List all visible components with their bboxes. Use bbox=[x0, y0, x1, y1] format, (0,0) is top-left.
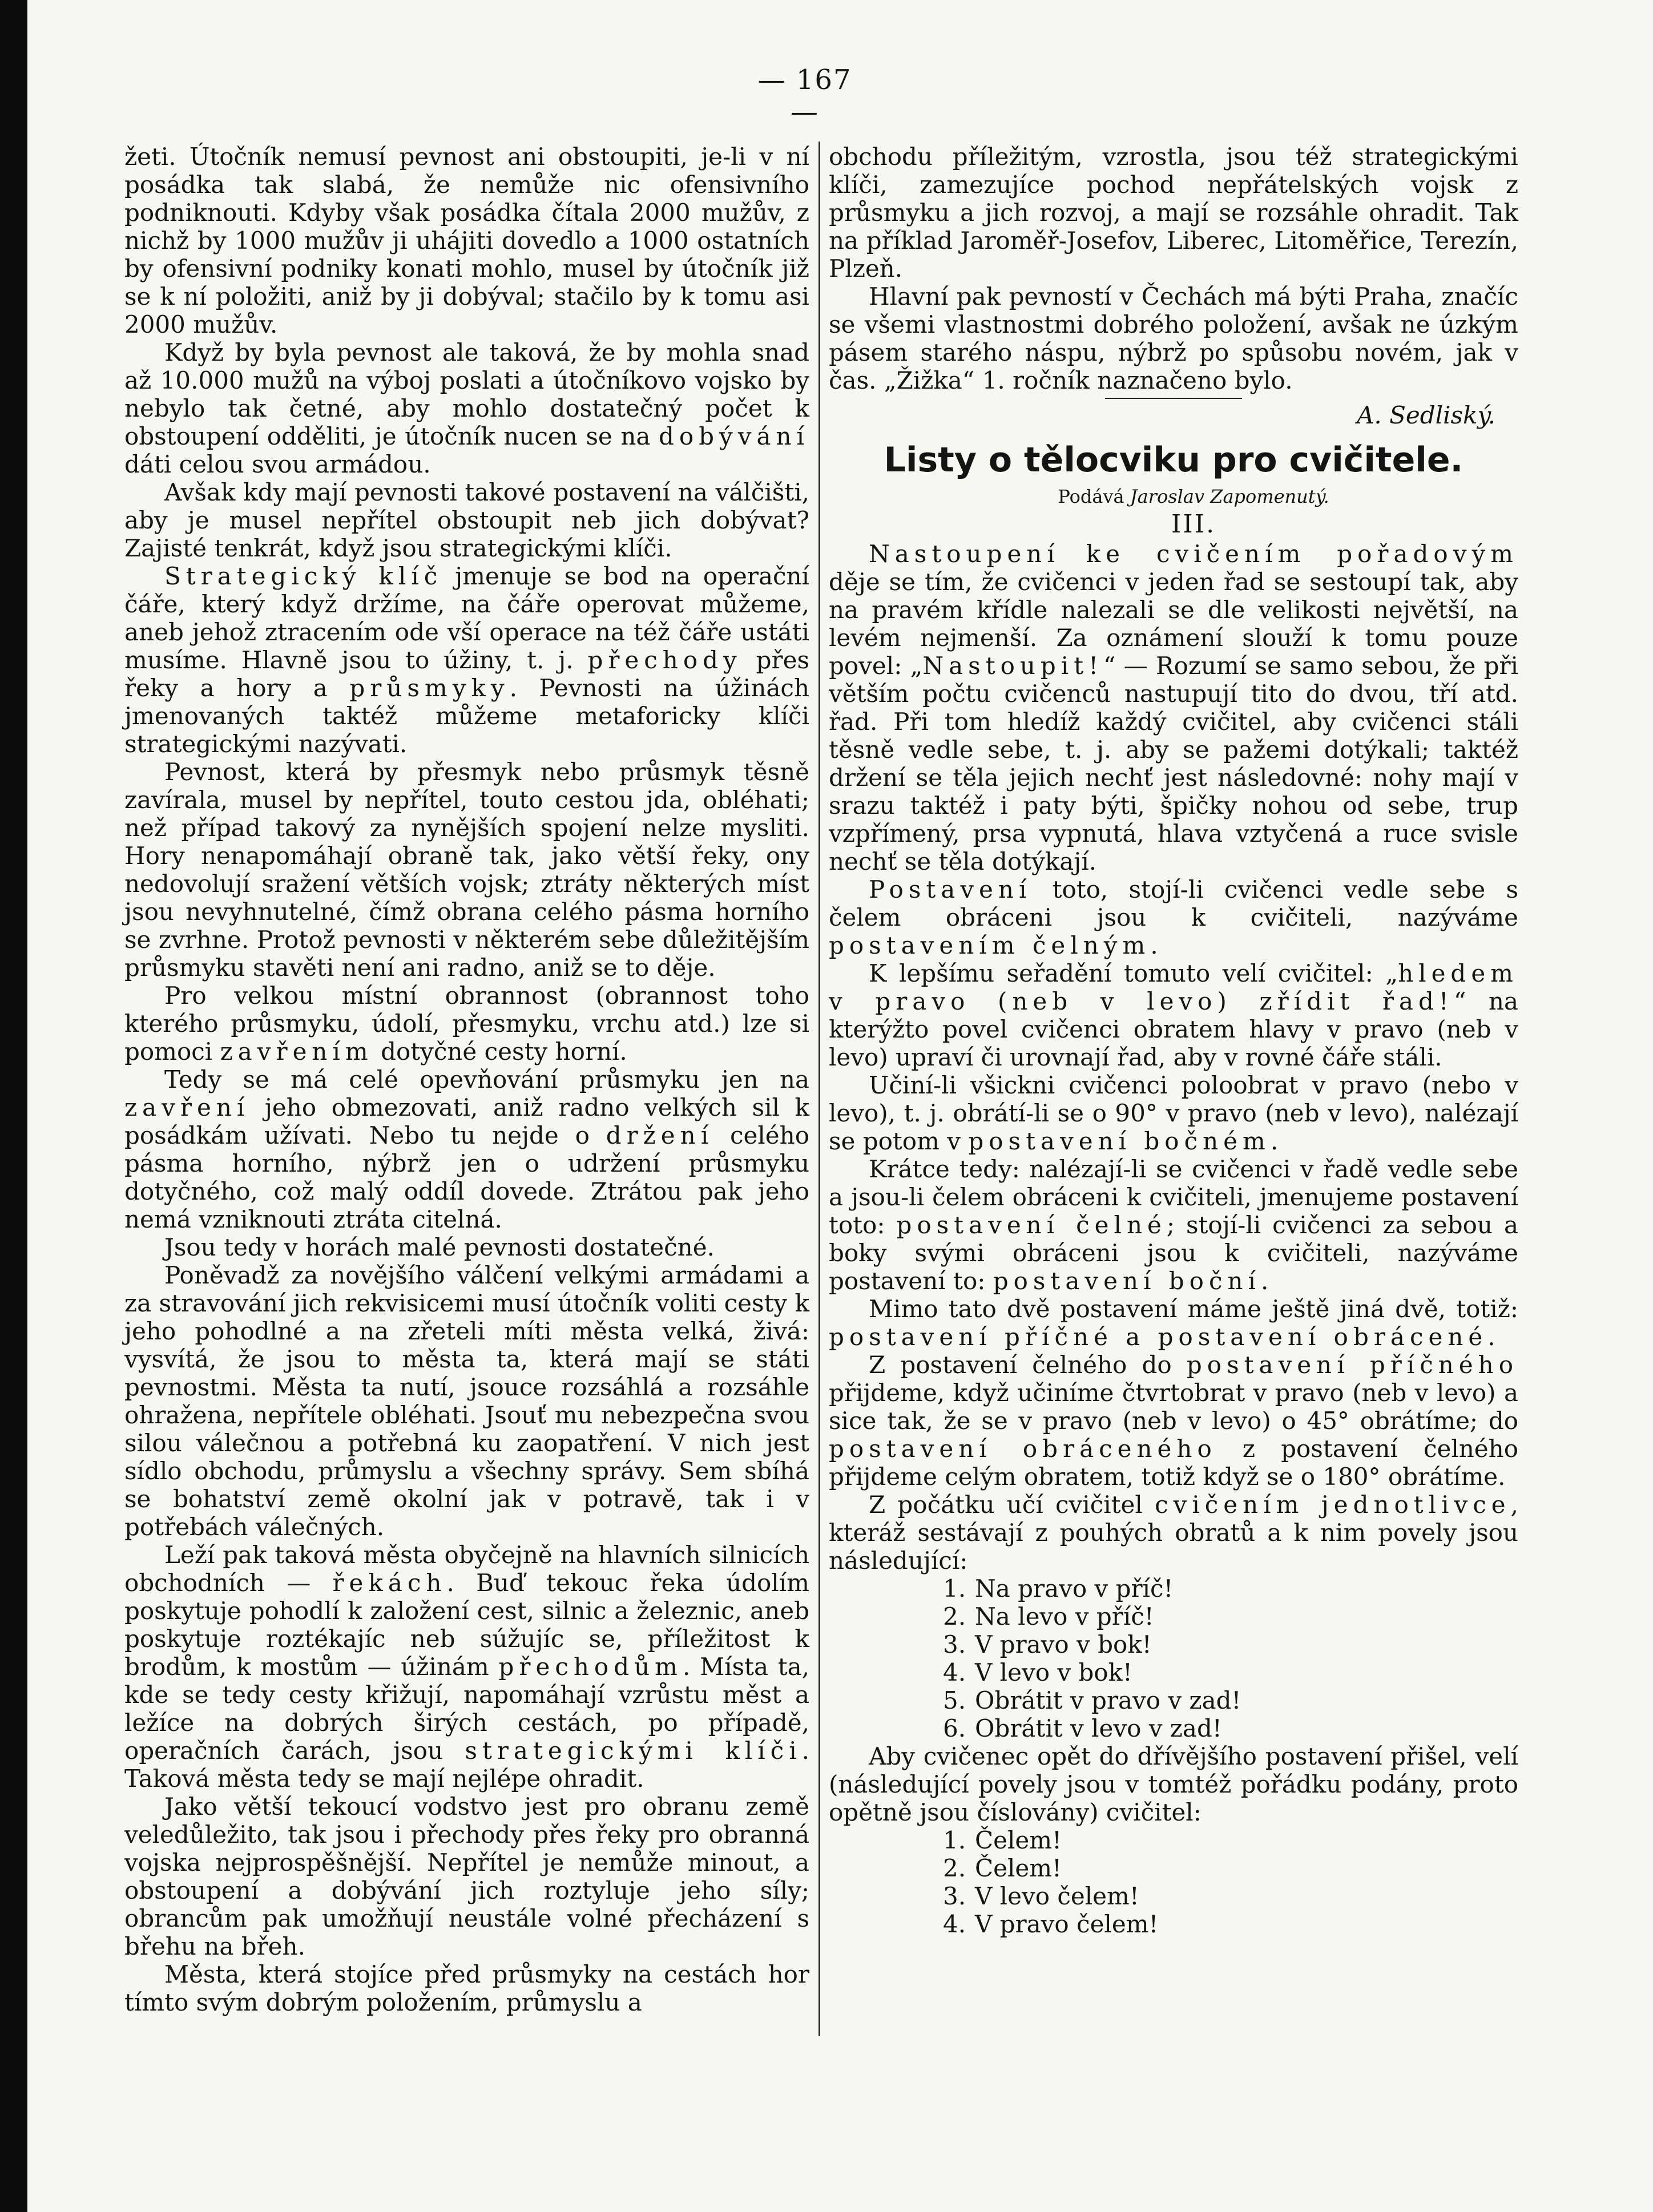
command-number: 2. bbox=[943, 1603, 966, 1630]
text-run: Z počátku učí cvičitel bbox=[869, 1491, 1155, 1519]
text-run: Z postavení čelného do bbox=[869, 1351, 1187, 1379]
spaced-emphasis: strategickými klíči bbox=[465, 1737, 802, 1765]
spaced-emphasis: přechodům bbox=[498, 1653, 683, 1681]
paragraph bbox=[124, 562, 809, 758]
text-run: Krátce tedy: nalézají-li se cvičenci v řadě vedle sebe a jsou-li čelem obráceni k cvičiteli, jmenujeme postavení toto: bbox=[829, 1155, 1518, 1239]
text-run: . bbox=[1260, 1267, 1269, 1295]
text-run: jmenuje se bod na operační čáře, který když držíme, na čáře operovat můžeme, aneb jehož ztracením ode vší operace na též čáře ustáti musíme. Hlavně jsou to úžiny, t. j. bbox=[124, 562, 809, 674]
article-part-number: III. bbox=[1171, 510, 1216, 539]
article-byline bbox=[829, 484, 1518, 509]
return-command-list bbox=[829, 1826, 1518, 1938]
right-column bbox=[829, 143, 1518, 1938]
text-run: děje se tím, že cvičenci v jeden řad se sestoupí tak, aby na pravém křídle nalezali se dle velikosti největší, na levém nejmenší. Za oznámení slouží k tomu pouze povel: „ bbox=[829, 568, 1518, 680]
command-text: Čelem! bbox=[975, 1826, 1062, 1854]
text-run: Když by byla pevnost ale taková, že by mohla snad až 10.000 mužů na výboj poslati a útočníkovo vojsko by nebylo tak četné, aby mohlo dostatečný počet k obstoupení odděliti, je útočník nucen se na bbox=[124, 338, 809, 450]
command-item bbox=[943, 1575, 1518, 1603]
right-paragraphs bbox=[829, 540, 1518, 1575]
paragraph bbox=[829, 1491, 1518, 1575]
command-item bbox=[943, 1826, 1518, 1854]
spaced-emphasis: postavení obráceného bbox=[829, 1435, 1217, 1463]
scan-edge bbox=[0, 0, 27, 2212]
paragraph bbox=[124, 758, 809, 982]
spaced-emphasis: Nastoupení bbox=[869, 540, 1060, 568]
command-number: 3. bbox=[943, 1882, 966, 1910]
paragraph bbox=[829, 1071, 1518, 1155]
spaced-emphasis: postavení čelné bbox=[896, 1211, 1167, 1239]
command-text: Na pravo v příč! bbox=[975, 1575, 1174, 1603]
spaced-emphasis: průsmyky bbox=[349, 674, 510, 702]
command-item bbox=[943, 1658, 1518, 1686]
spaced-emphasis: hledem v pravo (neb v levo) zřídit řad! bbox=[829, 959, 1518, 1015]
paragraph bbox=[124, 478, 809, 562]
page-number: — 167 — bbox=[757, 64, 852, 128]
paragraph bbox=[124, 982, 809, 1065]
text-run: Aby cvičenec opět do dřívějšího postavení přišel, velí (následující povely jsou v tomtéž pořádku podány, proto opětně jsou číslovány) cvičitel: bbox=[829, 1742, 1518, 1826]
byline-author: Jaroslav Zapomenutý. bbox=[1130, 486, 1329, 507]
paragraph bbox=[124, 1233, 809, 1261]
text-run: , kteráž sestávají z pouhých obratů a k nim povely jsou následující: bbox=[829, 1491, 1518, 1575]
paragraph bbox=[124, 143, 809, 338]
paragraph bbox=[124, 1541, 809, 1793]
left-column bbox=[124, 143, 809, 2016]
spaced-emphasis: držení bbox=[606, 1121, 714, 1149]
command-text: Obrátit v levo v zad! bbox=[975, 1714, 1222, 1742]
command-text: Čelem! bbox=[975, 1854, 1062, 1882]
command-text: Obrátit v pravo v zad! bbox=[975, 1686, 1241, 1714]
command-text: V levo čelem! bbox=[975, 1882, 1139, 1910]
signature-rule bbox=[1105, 398, 1242, 399]
paragraph bbox=[124, 338, 809, 478]
spaced-emphasis: přechody bbox=[587, 646, 742, 674]
paragraph bbox=[124, 1261, 809, 1541]
text-run: ; stojí-li cvičenci za sebou a boky svými obráceni jsou k cvičiteli, nazýváme postavení to: bbox=[829, 1211, 1518, 1295]
spaced-emphasis: postavení příčného bbox=[1186, 1351, 1518, 1379]
text-run: žeti. Útočník nemusí pevnost ani obstoupiti, je-li v ní posádka tak slabá, že nemůže nic ofensivního podniknouti. Kdyby však posádka čítala 2000 mužův, z nichž by 1000 mužův ji uhájiti dovedlo a 1000 ostatních by ofensivní podniky konati mohlo, musel by útočník již se k ní položiti, aniž by ji dobýval; stačilo by k tomu asi 2000 mužův. bbox=[124, 143, 809, 338]
column-divider bbox=[819, 142, 820, 2036]
text-run: Města, která stojíce před průsmyky na cestách hor tímto svým dobrým položením, průmyslu a bbox=[124, 1960, 809, 2016]
command-list bbox=[829, 1575, 1518, 1742]
command-number: 3. bbox=[943, 1630, 966, 1658]
command-text: V levo v bok! bbox=[975, 1658, 1132, 1686]
spaced-emphasis: Postavení bbox=[869, 875, 1032, 903]
spaced-emphasis: cvičením jednotlivce bbox=[1155, 1491, 1511, 1519]
text-run: přes řeky a hory a bbox=[124, 646, 809, 702]
text-run: Jsou tedy v horách malé pevnosti dostatečné. bbox=[164, 1233, 715, 1261]
command-number: 1. bbox=[943, 1575, 966, 1603]
command-item bbox=[943, 1714, 1518, 1742]
spaced-emphasis: dobývání bbox=[658, 422, 809, 450]
command-number: 5. bbox=[943, 1686, 966, 1714]
paragraph bbox=[829, 540, 1518, 875]
text-run: “ — Rozumí se samo sebou, že při větším počtu cvičenců nastupují tito do dvou, tří atd. řad. Při tom hledíž každý cvičitel, aby cvičenci stáli těsně vedle sebe, t. j. aby se pažemi dotýkali; taktéž držení se těla jejich nechť jest následovné: nohy mají v srazu taktéž i paty býti, špičky nohou od sebe, trup vzpřímený, prsa vypnutá, hlava vztyčená a ruce svisle nechť se těla dotýkají. bbox=[829, 652, 1518, 875]
right-intro-paragraphs bbox=[829, 143, 1518, 394]
paragraph bbox=[829, 1351, 1518, 1491]
command-item bbox=[943, 1854, 1518, 1882]
text-run: . bbox=[1270, 1127, 1279, 1155]
article-title: Listy o tělocviku pro cvičitele. bbox=[884, 440, 1463, 480]
paragraph bbox=[829, 875, 1518, 959]
command-number: 1. bbox=[943, 1826, 966, 1854]
paragraph bbox=[124, 1793, 809, 1960]
command-number: 6. bbox=[943, 1714, 966, 1742]
command-number: 4. bbox=[943, 1910, 966, 1938]
text-run: z postavení čelného přijdeme celým obratem, totiž když se o 180° obrátíme. bbox=[829, 1435, 1518, 1491]
text-run: jeho obmezovati, aniž radno velkých sil k posádkám užívati. Nebo tu nejde o bbox=[124, 1093, 809, 1149]
spaced-emphasis: postavení příčné a postavení obrácené bbox=[829, 1323, 1488, 1351]
spaced-emphasis: zavřením bbox=[220, 1038, 373, 1065]
paragraph bbox=[829, 1295, 1518, 1351]
text-run: . Místa ta, kde se tedy cesty křižují, napomáhají vzrůstu měst a ležíce na dobrých širých cestách, po případě, operačních čarách, jsou bbox=[124, 1653, 809, 1765]
spaced-emphasis: postavení boční bbox=[993, 1267, 1261, 1295]
text-run: Poněvadž za novějšího válčení velkými armádami a za stravování jich rekvisicemi musí útočník voliti cesty k jeho pohodlné a na zřeteli míti města velká, živá: vysvítá, že jsou to města ta, která mají se státi pevnostmi. Města ta nutí, jsouce rozsáhlá a rozsáhle ohražena, nepřítele obléhati. Jsouť mu nebezpečna svou silou válečnou a potřebná ku zaopatření. V nich jest sídlo obchodu, průmyslu a všechny správy. Sem sbíhá se bohatství země okolní jak v potravě, tak i v potřebách válečných. bbox=[124, 1261, 809, 1541]
text-run: přijdeme, když učiníme čtvrtobrat v pravo (neb v levo) a sice tak, že se v pravo (neb v levo) o 45° obrátíme; do bbox=[829, 1379, 1518, 1435]
command-item bbox=[943, 1603, 1518, 1630]
command-text: Na levo v příč! bbox=[975, 1603, 1154, 1630]
text-run: . Pevnosti na úžinách jmenovaných taktéž můžeme metaforicky klíči strategickými nazývati. bbox=[124, 674, 810, 758]
signature: A. Sedliský. bbox=[1357, 401, 1495, 429]
paragraph bbox=[829, 143, 1518, 282]
text-run: Leží pak taková města obyčejně na hlavních silnicích obchodních — bbox=[124, 1541, 809, 1597]
text-run: Hlavní pak pevností v Čechách má býti Praha, značíc se všemi vlastnostmi dobrého položení, avšak ne úzkým pásem starého náspu, nýbrž po spůsobu novém, jak v čas. „Žižka“ 1. ročník naznačeno bylo. bbox=[829, 282, 1518, 394]
text-run: . Buď tekouc řeka údolím poskytuje pohodlí k založení cest, silnic a železnic, aneb poskytuje roztékajíc neb súžujíc se, příležitost k brodům, k mostům — úžinám bbox=[124, 1569, 809, 1681]
left-paragraphs bbox=[124, 143, 809, 2016]
text-run: “ na kterýžto povel cvičenci obratem hlavy v pravo (neb v levo) upraví či urovnají řad, aby v rovné čáře stáli. bbox=[829, 987, 1518, 1071]
text-run: obchodu příležitým, vzrostla, jsou též strategickými klíči, zamezujíce pochod nepřátelských vojsk z průsmyku a jich rozvoj, a mají se rozsáhle ohradit. Tak na příklad Jaroměř-Josefov, Liberec, Litoměřice, Terezín, Plzeň. bbox=[829, 143, 1518, 282]
text-run: Avšak kdy mají pevnosti takové postavení na válčišti, aby je musel nepřítel obstoupit neb jich dobývat? Zajisté tenkrát, když jsou strategickými klíči. bbox=[124, 478, 809, 562]
paragraph bbox=[829, 1155, 1518, 1295]
text-run: K lepšímu seřadění tomuto velí cvičitel: „ bbox=[869, 959, 1398, 987]
paragraph bbox=[124, 1960, 809, 2016]
command-item bbox=[943, 1882, 1518, 1910]
text-run: . bbox=[1150, 931, 1158, 959]
paragraph bbox=[829, 1742, 1518, 1826]
command-text: V pravo čelem! bbox=[975, 1910, 1159, 1938]
text-run: . Taková města tedy se mají nejlépe ohradit. bbox=[124, 1737, 809, 1793]
text-run: dotyčné cesty horní. bbox=[373, 1038, 627, 1065]
text-run: . bbox=[1487, 1323, 1495, 1351]
paragraph bbox=[829, 959, 1518, 1071]
spaced-emphasis: postavením čelným bbox=[829, 931, 1151, 959]
command-item bbox=[943, 1686, 1518, 1714]
spaced-emphasis: řekách bbox=[332, 1569, 447, 1597]
paragraph bbox=[829, 282, 1518, 394]
text-run: Tedy se má celé opevňování průsmyku jen na bbox=[164, 1065, 809, 1093]
spaced-emphasis: zavření bbox=[124, 1093, 250, 1121]
text-run: Pevnost, která by přesmyk nebo průsmyk těsně zavírala, musel by nepřítel, touto cestou jda, obléhati; než případ takový za nynějších spojení nelze mysliti. Hory nenapomáhají obraně tak, jako větší řeky, ony nedovolují sražení větších vojsk; ztráty některých míst jsou nevyhnutelné, čímž obrana celého pásma horního se zvrhne. Protož pevnosti v některém sebe důležitějším průsmyku stavěti není ani radno, aniž se to děje. bbox=[124, 758, 809, 982]
command-item bbox=[943, 1910, 1518, 1938]
byline-prefix: Podává bbox=[1058, 486, 1124, 507]
text-run: Jako větší tekoucí vodstvo jest pro obranu země veledůležito, tak jsou i přechody přes řeky pro obranná vojska nejprospěšnější. Nepřítel je nemůže minout, a obstoupení a dobývání jich roztyluje jeho síly; obrancům pak umožňují neustále volné přecházení s břehu na břeh. bbox=[124, 1793, 809, 1960]
text-run bbox=[1060, 540, 1086, 568]
spaced-emphasis: postavení bočném bbox=[968, 1127, 1271, 1155]
command-text: V pravo v bok! bbox=[975, 1630, 1152, 1658]
after-commands-paragraph bbox=[829, 1742, 1518, 1826]
paragraph bbox=[124, 1065, 809, 1233]
text-run: celého pásma horního, nýbrž jen o udržení průsmyku dotyčného, což malý oddíl dovede. Ztrátou pak jeho nemá vzniknouti ztráta citelná. bbox=[124, 1121, 809, 1233]
spaced-emphasis: ke cvičením pořadovým bbox=[1086, 540, 1518, 568]
text-run: Učiní-li všickni cvičenci poloobrat v pravo (nebo v levo), t. j. obrátí-li se o 90° v pravo (neb v levo), nalézají se potom v bbox=[829, 1071, 1518, 1155]
spaced-emphasis: Nastoupit! bbox=[922, 652, 1103, 680]
command-number: 2. bbox=[943, 1854, 966, 1882]
command-number: 4. bbox=[943, 1658, 966, 1686]
text-run: Mimo tato dvě postavení máme ještě jiná dvě, totiž: bbox=[869, 1295, 1518, 1323]
spaced-emphasis: Strategický klíč bbox=[164, 562, 443, 590]
text-run: dáti celou svou armádou. bbox=[124, 450, 431, 478]
command-item bbox=[943, 1630, 1518, 1658]
text-run: Pro velkou místní obrannost (obrannost toho kterého průsmyku, údolí, přesmyku, vrchu atd.) lze si pomoci bbox=[124, 982, 809, 1065]
text-run: toto, stojí-li cvičenci vedle sebe s čelem obráceni jsou k cvičiteli, nazýváme bbox=[829, 875, 1518, 931]
